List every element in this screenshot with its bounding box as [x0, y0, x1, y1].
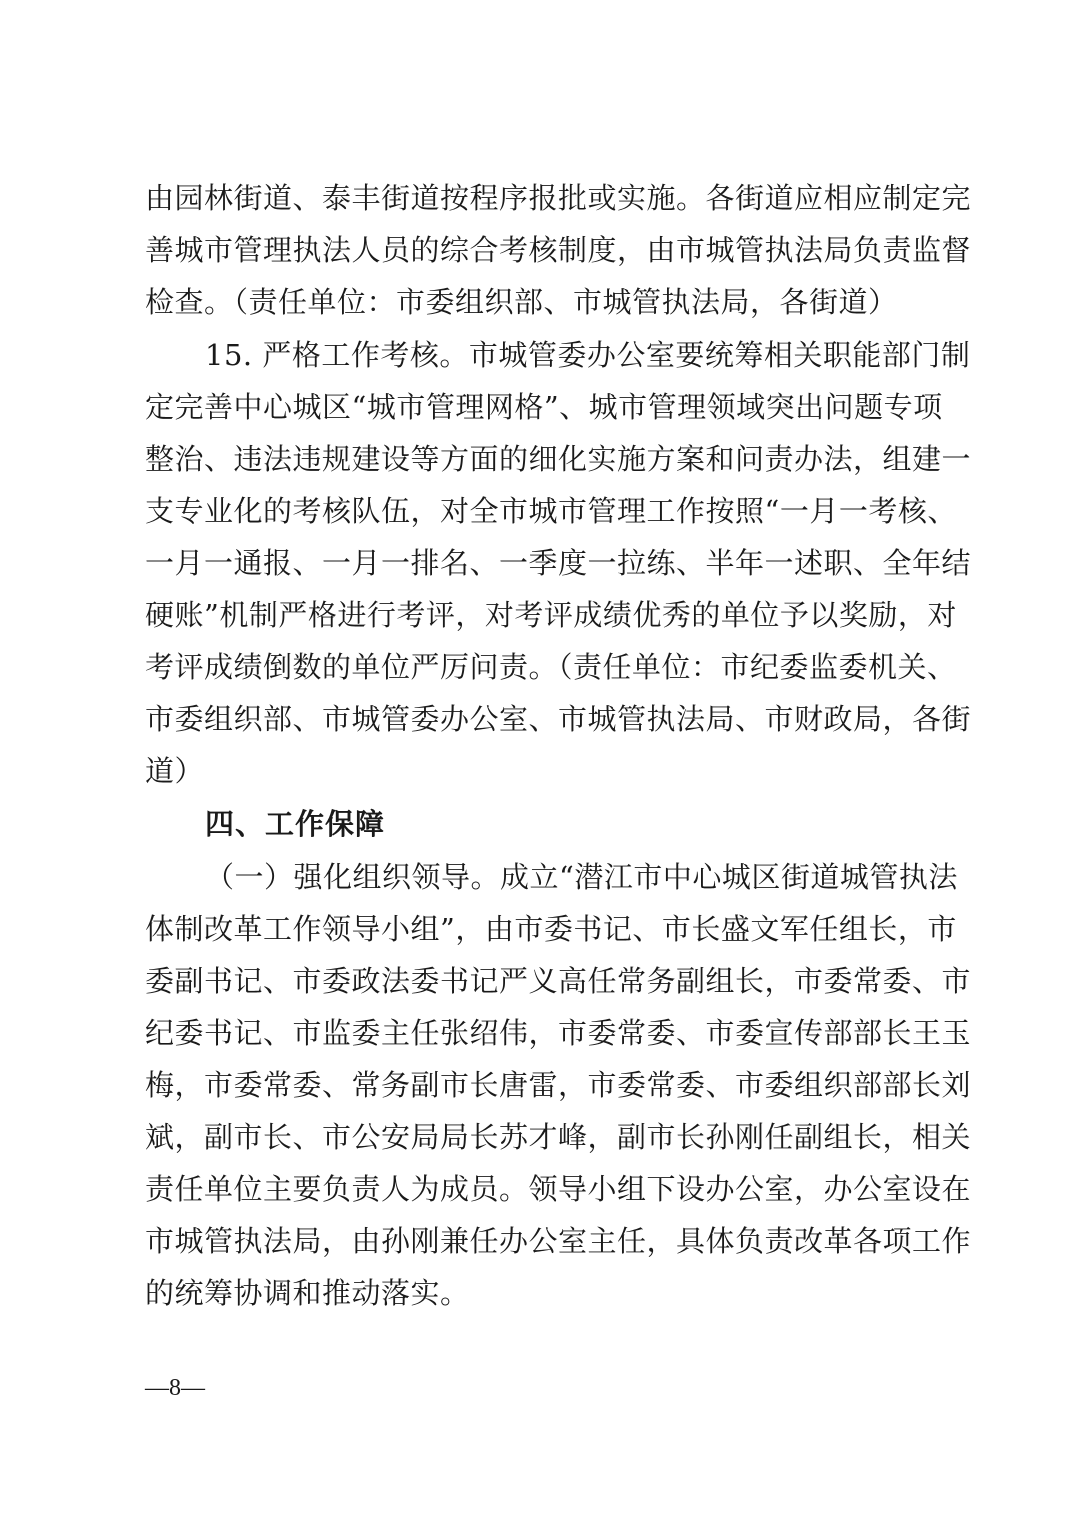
- paragraph-line: 的统筹协调和推动落实。: [145, 1276, 470, 1310]
- paragraph-line: 市委组织部、市城管委办公室、市城管执法局、市财政局，各街: [145, 702, 972, 736]
- paragraph-line: 善城市管理执法人员的综合考核制度，由市城管执法局负责监督: [145, 233, 972, 267]
- paragraph-line: 支专业化的考核队伍，对全市城市管理工作按照“一月一考核、: [145, 494, 957, 528]
- paragraph-line: 硬账”机制严格进行考评，对考评成绩优秀的单位予以奖励，对: [145, 598, 957, 632]
- section-heading: 四、工作保障: [205, 807, 386, 841]
- paragraph-line: 一月一通报、一月一排名、一季度一拉练、半年一述职、全年结: [145, 546, 972, 580]
- paragraph-line: （一）强化组织领导。成立“潜江市中心城区街道城管执法: [205, 860, 958, 894]
- paragraph-line: 体制改革工作领导小组”，由市委书记、市长盛文军任组长，市: [145, 912, 957, 946]
- paragraph-line: 考评成绩倒数的单位严厉问责。（责任单位：市纪委监委机关、: [145, 650, 957, 684]
- paragraph-line: 纪委书记、市监委主任张绍伟，市委常委、市委宣传部部长王玉: [145, 1016, 972, 1050]
- paragraph-line: 定完善中心城区“城市管理网格”、城市管理领域突出问题专项: [145, 390, 943, 424]
- paragraph-line: 检查。（责任单位：市委组织部、市城管执法局，各街道）: [145, 285, 898, 319]
- paragraph-line: 市城管执法局，由孙刚兼任办公室主任，具体负责改革各项工作: [145, 1224, 972, 1258]
- paragraph-line: 整治、违法违规建设等方面的细化实施方案和问责办法，组建一: [145, 442, 972, 476]
- paragraph-line: 15. 严格工作考核。市城管委办公室要统筹相关职能部门制: [205, 338, 971, 372]
- page-number: —8—: [145, 1375, 205, 1401]
- paragraph-line: 委副书记、市委政法委书记严义高任常务副组长，市委常委、市: [145, 964, 972, 998]
- paragraph-line: 斌，副市长、市公安局局长苏才峰，副市长孙刚任副组长，相关: [145, 1120, 972, 1154]
- paragraph-line: 由园林街道、泰丰街道按程序报批或实施。各街道应相应制定完: [145, 181, 972, 215]
- paragraph-line: 责任单位主要负责人为成员。领导小组下设办公室，办公室设在: [145, 1172, 972, 1206]
- paragraph-line: 道）: [145, 754, 205, 788]
- paragraph-line: 梅，市委常委、常务副市长唐雷，市委常委、市委组织部部长刘: [145, 1068, 972, 1102]
